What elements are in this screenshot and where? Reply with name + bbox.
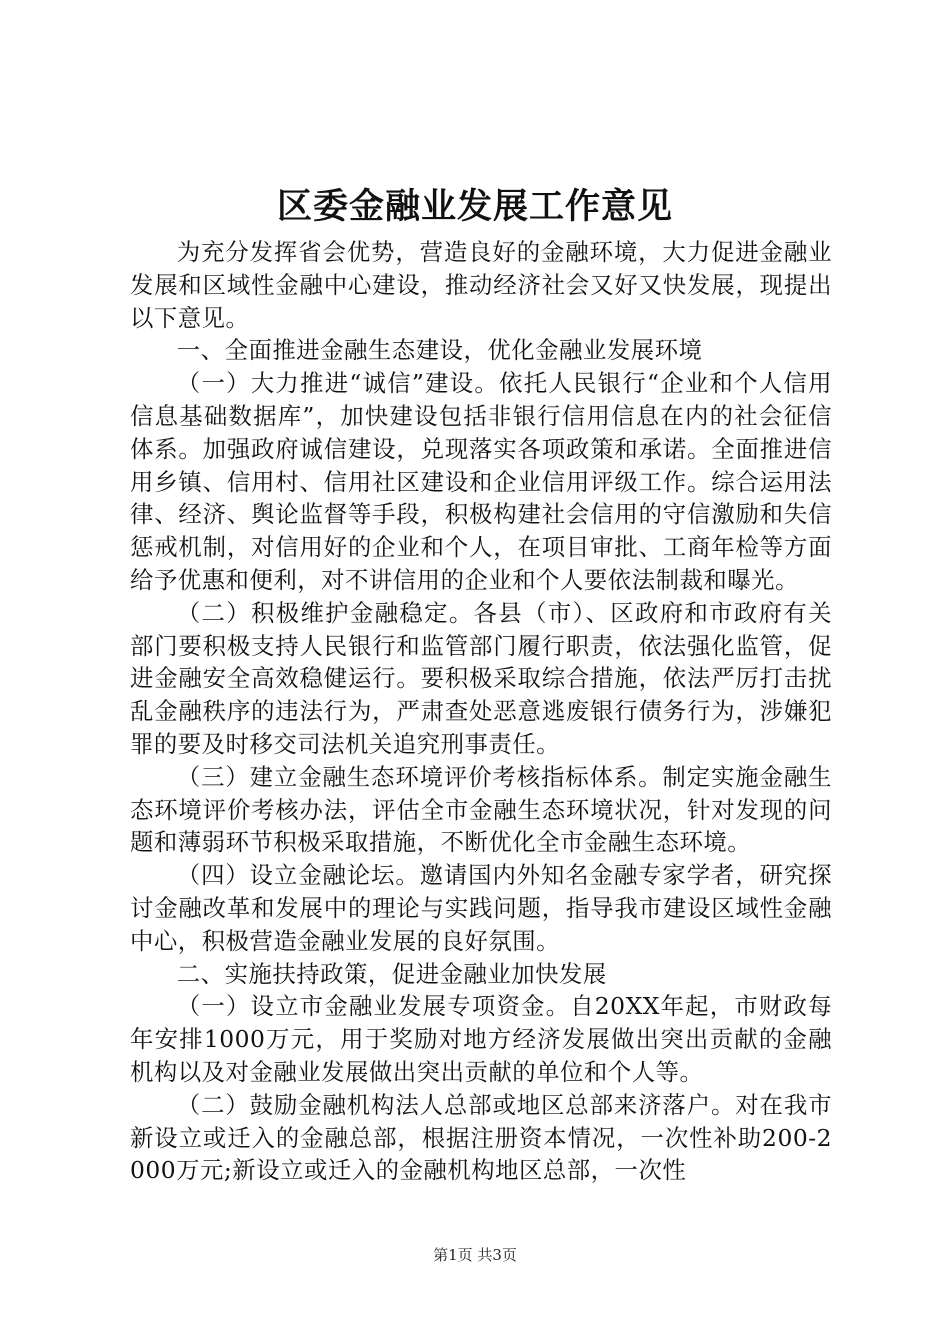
section-heading-2: 二、实施扶持政策，促进金融业加快发展 (176, 959, 607, 988)
intro-paragraph: 为充分发挥省会优势，营造良好的金融环境，大力促进金融业发展和区域性金融中心建设，推动经济社会又好又快发展，现提出以下意见。 (130, 238, 832, 332)
paragraph-headquarters: （二）鼓励金融机构法人总部或地区总部来济落户。对在我市新设立或迁入的金融总部，根据注册资本情况，一次性补助200-2000万元;新设立或迁入的金融机构地区总部，一次性 (130, 1090, 832, 1185)
paragraph-financial-forum: （四）设立金融论坛。邀请国内外知名金融专家学者，研究探讨金融改革和发展中的理论与实践问题，指导我市建设区域性金融中心，积极营造金融业发展的良好氛围。 (130, 861, 832, 955)
page-footer: 第1页 共3页 (433, 1246, 517, 1264)
document-title: 区委金融业发展工作意见 (276, 186, 673, 227)
document-body (130, 236, 832, 1187)
paragraph-evaluation-system: （三）建立金融生态环境评价考核指标体系。制定实施金融生态环境评价考核办法，评估全市金融生态环境状况，针对发现的问题和薄弱环节积极采取措施，不断优化全市金融生态环境。 (130, 762, 832, 857)
paragraph-special-fund: （一）设立市金融业发展专项资金。自20XX年起，市财政每年安排1000万元，用于奖励对地方经济发展做出突出贡献的金融机构以及对金融业发展做出突出贡献的单位和个人等。 (130, 992, 832, 1086)
paragraph-credit-construction: （一）大力推进“诚信”建设。依托人民银行“企业和个人信用信息基础数据库”，加快建设包括非银行信用信息在内的社会征信体系。加强政府诚信建设，兑现落实各项政策和承诺。全面推进信用乡镇、信用村、信用社区建设和企业信用评级工作。综合运用法律、经济、舆论监督等手段，积极构建社会信用的守信激励和失信惩戒机制，对信用好的企业和个人，在项目审批、工商年检等方面给予优惠和便利，对不讲信用的企业和个人要依法制裁和曝光。 (130, 369, 832, 594)
paragraph-financial-stability: （二）积极维护金融稳定。各县（市）、区政府和市政府有关部门要积极支持人民银行和监管部门履行职责，依法强化监管，促进金融安全高效稳健运行。要积极采取综合措施，依法严厉打击扰乱金融秩序的违法行为，严肃查处恶意逃废银行债务行为，涉嫌犯罪的要及时移交司法机关追究刑事责任。 (130, 598, 832, 758)
section-heading-1: 一、全面推进金融生态建设，优化金融业发展环境 (176, 336, 703, 365)
